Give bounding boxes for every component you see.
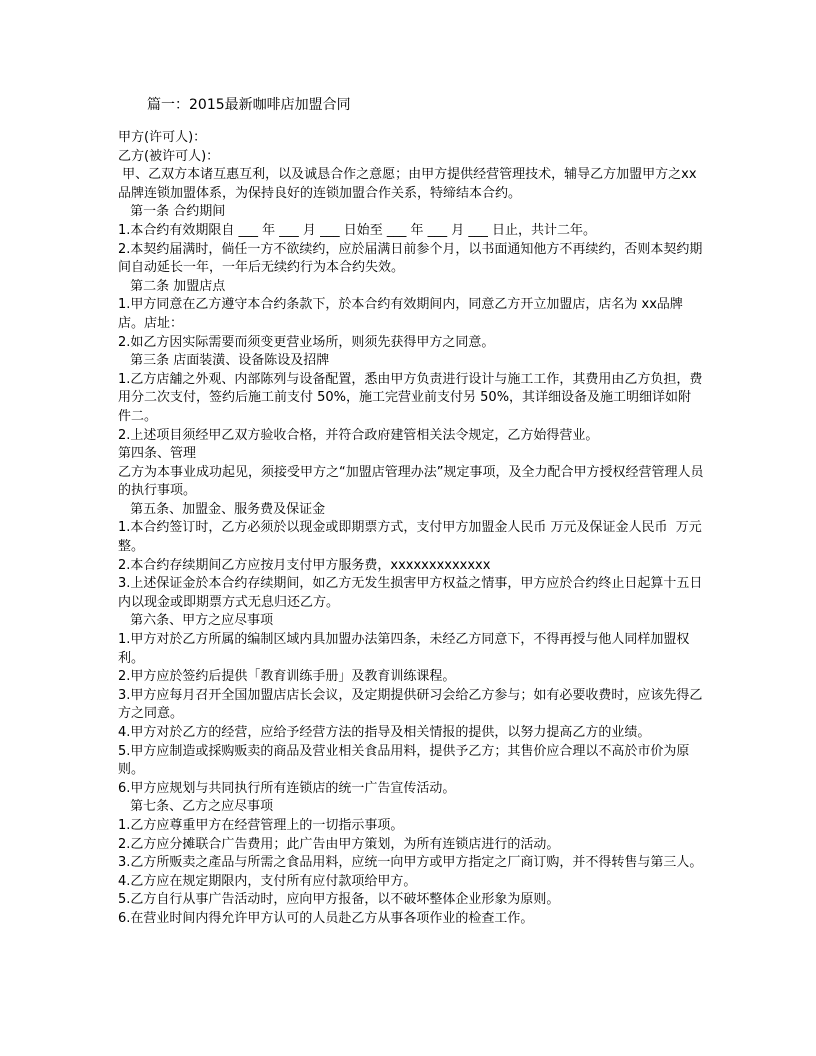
article-1-clause-2: 2.本契约届满时，倘任一方不欲续约，应於届满日前参个月，以书面通知他方不再续约，否则本契约期间自动延长一年，一年后无续约行为本合约失效。 bbox=[118, 241, 703, 276]
article-2-clause-2: 2.如乙方因实际需要而须变更营业场所，则须先获得甲方之同意。 bbox=[118, 334, 495, 350]
article-6-clause-4: 4.甲方对於乙方的经营，应给予经营方法的指导及相关情报的提供，以努力提高乙方的业绩。 bbox=[118, 725, 651, 740]
article-5-clause-1: 1.本合约签订时，乙方必须於以现金或即期票方式，支付甲方加盟金人民币 万元及保证金人民币 万元整。 bbox=[118, 520, 702, 555]
article-7-clause-3: 3.乙方所贩卖之產品与所需之食品用料，应统一向甲方或甲方指定之厂商订购，并不得转售与第三人。 bbox=[118, 855, 703, 871]
article-6-clause-2: 2.甲方应於签约后提供「教育训练手册」及教育训练课程。 bbox=[118, 669, 456, 685]
party-a-line: 甲方(许可人)： bbox=[118, 130, 207, 145]
document-body bbox=[118, 129, 704, 929]
article-7-clause-6: 6.在营业时间内得允许甲方认可的人员赴乙方从事各项作业的检查工作。 bbox=[118, 910, 534, 926]
article-3-clause-1: 1.乙方店舖之外观、内部陈列与设备配置，悉由甲方负责进行设计与施工工作，其费用由乙方负担，费用分二次支付，签约后施工前支付 50%，施工完营业前支付另 50%，其详细设备及施工明细详如附件二。 bbox=[118, 371, 703, 424]
article-6-clause-1: 1.甲方对於乙方所属的编制区域内具加盟办法第四条，未经乙方同意下，不得再授与他人同样加盟权利。 bbox=[118, 632, 690, 666]
article-6-clause-6: 6.甲方应规划与共同执行所有连锁店的统一广告宣传活动。 bbox=[118, 780, 456, 796]
document-title: 篇一：2015最新咖啡店加盟合同 bbox=[147, 97, 351, 113]
article-3-heading: 第三条 店面装潢、设备陈设及招牌 bbox=[126, 353, 330, 369]
article-5-clause-3: 3.上述保证金於本合约存续期间，如乙方无发生损害甲方权益之情事，甲方应於合约终止日起算十五日内以现金或即期票方式无息归还乙方。 bbox=[118, 576, 703, 610]
article-4-heading: 第四条、管理 bbox=[118, 446, 197, 462]
article-1-clause-1: 1.本合约有效期限自 ___ 年 ___ 月 ___ 日始至 ___ 年 ___ 月 ___ 日止，共计二年。 bbox=[118, 222, 596, 238]
article-5-clause-2: 2.本合约存续期间乙方应按月支付甲方服务费，xxxxxxxxxxxxx bbox=[118, 557, 491, 573]
preamble-paragraph: 甲、乙双方本诸互惠互利，以及诚恳合作之意愿；由甲方提供经营管理技术，辅导乙方加盟甲方之xx品牌连锁加盟体系，为保持良好的连锁加盟合作关系，特缔结本合约。 bbox=[118, 167, 697, 201]
article-7-heading: 第七条、乙方之应尽事项 bbox=[126, 799, 274, 815]
article-5-heading: 第五条、加盟金、服务费及保证金 bbox=[126, 501, 326, 517]
article-2-heading: 第二条 加盟店点 bbox=[126, 278, 226, 294]
article-2-clause-1: 1.甲方同意在乙方遵守本合约条款下，於本合约有效期间内，同意乙方开立加盟店，店名为 xx品牌店。店址： bbox=[118, 297, 683, 331]
article-6-clause-3: 3.甲方应每月召开全国加盟店店长会议，及定期提供研习会给乙方参与；如有必要收费时，应该先得乙方之同意。 bbox=[118, 687, 703, 722]
article-7-clause-2: 2.乙方应分摊联合广告费用；此广告由甲方策划，为所有连锁店进行的活动。 bbox=[118, 836, 560, 852]
article-7-clause-4: 4.乙方应在规定期限内，支付所有应付款项给甲方。 bbox=[118, 873, 417, 889]
article-4-paragraph: 乙方为本事业成功起见，须接受甲方之“加盟店管理办法”规定事项，及全力配合甲方授权经营管理人员的执行事项。 bbox=[118, 464, 704, 499]
article-7-clause-1: 1.乙方应尊重甲方在经营管理上的一切指示事项。 bbox=[118, 817, 404, 833]
party-b-line: 乙方(被许可人)： bbox=[118, 148, 220, 164]
article-6-heading: 第六条、甲方之应尽事项 bbox=[126, 613, 274, 629]
article-6-clause-5: 5.甲方应制造或採购贩卖的商品及营业相关食品用料，提供予乙方；其售价应合理以不高於市价为原则。 bbox=[118, 743, 690, 778]
article-7-clause-5: 5.乙方自行从事广告活动时，应向甲方报备，以不破坏整体企业形象为原则。 bbox=[118, 892, 560, 908]
article-1-heading: 第一条 合约期间 bbox=[126, 204, 226, 220]
article-3-clause-2: 2.上述项目须经甲乙双方验收合格，并符合政府建管相关法令规定，乙方始得营业。 bbox=[118, 427, 599, 443]
